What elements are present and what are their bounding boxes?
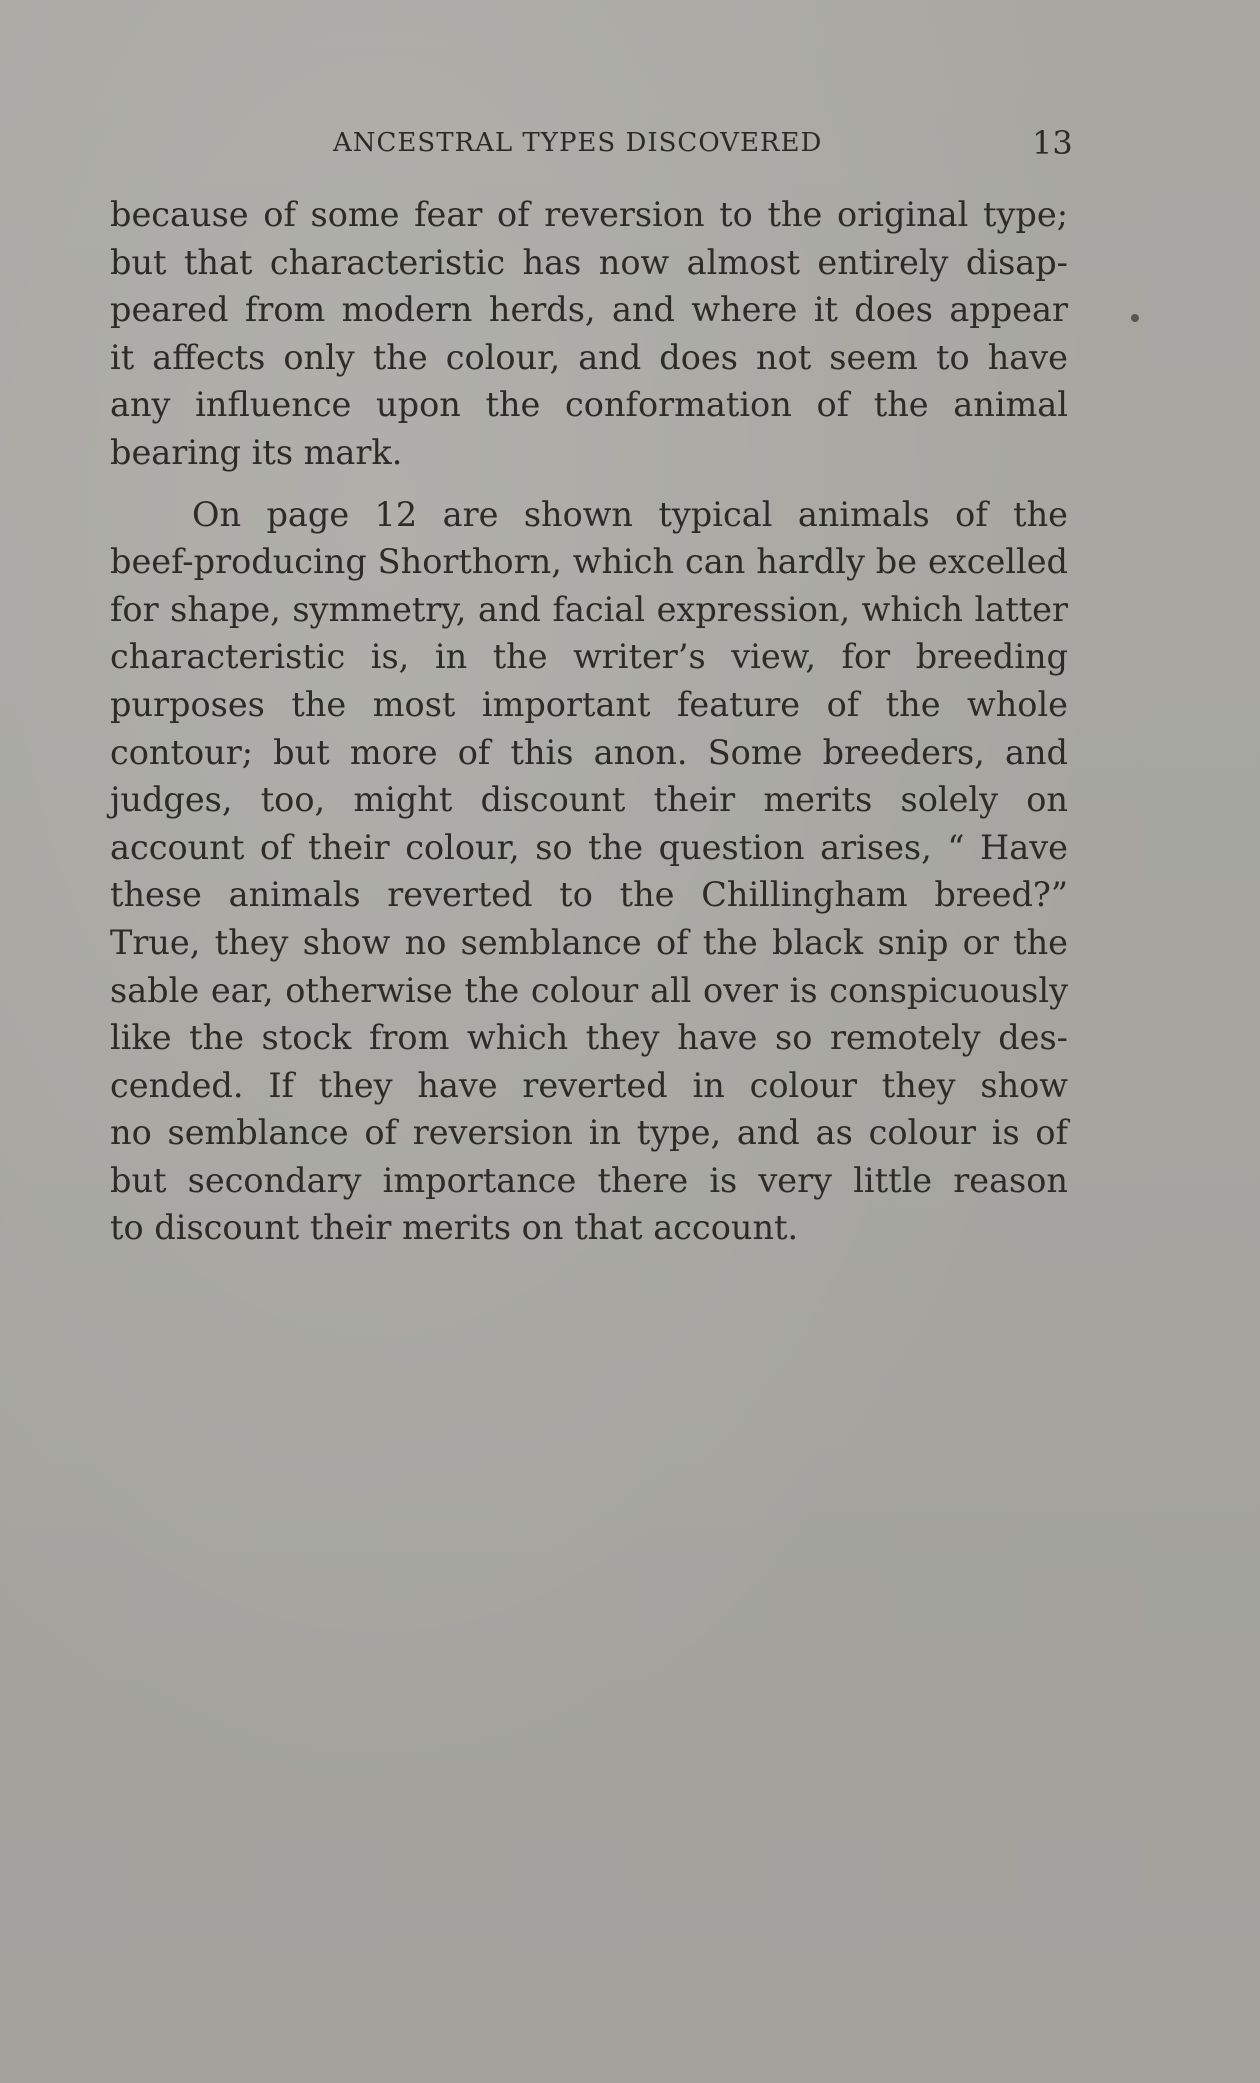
paragraph-1 — [110, 191, 1068, 477]
text-line: these animals reverted to the Chillingham breed?” — [110, 875, 1068, 915]
text-line: account of their colour, so the question arises, “ Have — [110, 827, 1068, 867]
text-line: any influence upon the conformation of the animal — [110, 385, 1068, 425]
text-line: like the stock from which they have so remotely des- — [110, 1018, 1068, 1058]
text-line: cended. If they have reverted in colour they show — [110, 1065, 1068, 1105]
text-line: purposes the most important feature of the whole — [110, 684, 1068, 724]
text-line: it affects only the colour, and does not seem to have — [110, 337, 1068, 377]
text-line: no semblance of reversion in type, and as colour is of — [110, 1113, 1068, 1153]
text-line: beef-producing Shorthorn, which can hardly be excelled — [110, 542, 1068, 582]
text-line: bearing its mark. — [110, 432, 403, 472]
text-line: for shape, symmetry, and facial expression, which latter — [110, 589, 1068, 629]
body-text — [110, 191, 1068, 1252]
text-line: but secondary importance there is very little reason — [110, 1160, 1068, 1200]
text-line: to discount their merits on that account. — [110, 1208, 799, 1248]
page-number: 13 — [1032, 124, 1073, 162]
text-line: sable ear, otherwise the colour all over is conspicuously — [110, 970, 1068, 1010]
text-line: peared from modern herds, and where it does appear — [110, 290, 1068, 330]
paragraph-gap — [110, 477, 1068, 491]
text-line: but that characteristic has now almost entirely disap- — [110, 242, 1068, 282]
text-line: On page 12 are shown typical animals of the — [192, 494, 1068, 534]
text-line: because of some fear of reversion to the original type; — [110, 195, 1068, 234]
text-line: contour; but more of this anon. Some breeders, and — [110, 732, 1068, 772]
text-line: True, they show no semblance of the black snip or the — [110, 922, 1068, 962]
text-line: judges, too, might discount their merits solely on — [110, 780, 1068, 820]
text-line: characteristic is, in the writer’s view, for breeding — [110, 637, 1068, 677]
running-title: ANCESTRAL TYPES DISCOVERED — [333, 128, 823, 158]
ink-speck — [1131, 314, 1139, 322]
paragraph-2 — [110, 491, 1068, 1253]
